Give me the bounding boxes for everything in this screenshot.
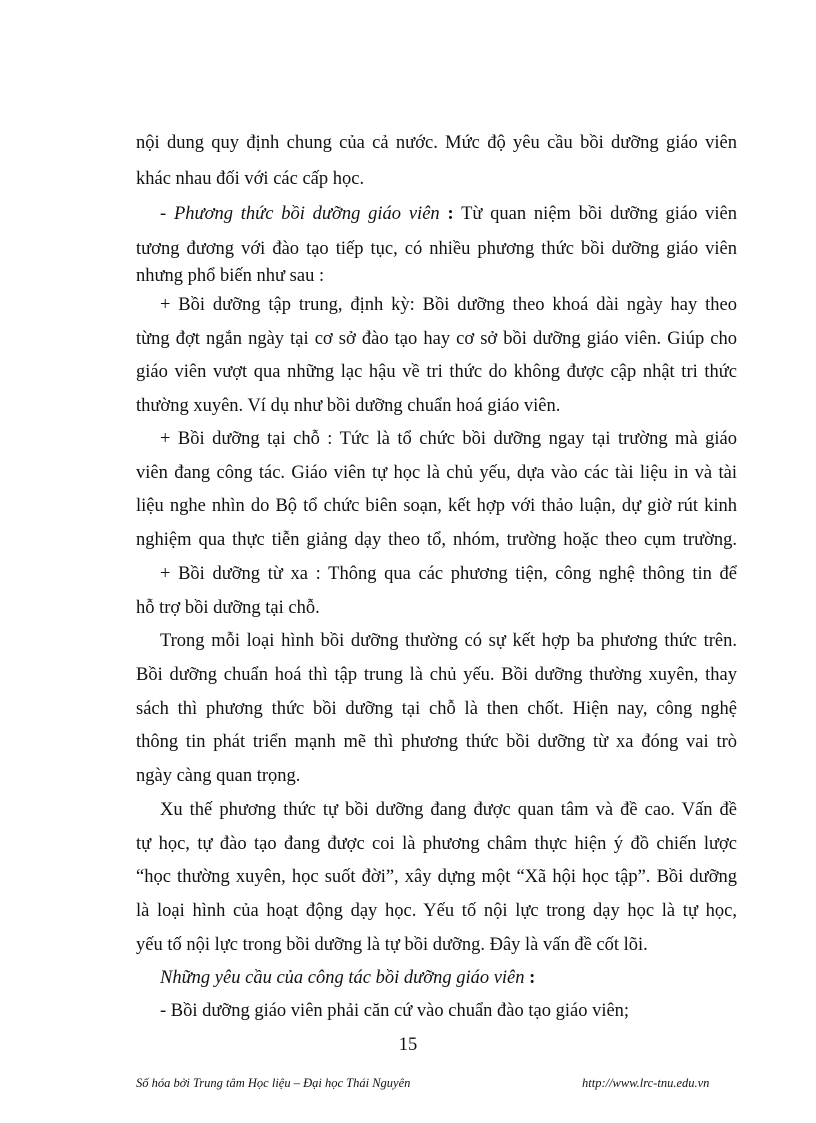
section-heading-italic: Những yêu cầu của công tác bồi dưỡng giáo viên xyxy=(160,968,525,988)
text-line xyxy=(160,969,737,988)
text-line: + Bồi dưỡng tại chỗ : Tức là tổ chức bồi dưỡng ngay tại trường mà giáo xyxy=(160,429,737,449)
text-line: “học thường xuyên, học suốt đời”, xây dựng một “Xã hội học tập”. Bồi dưỡng xyxy=(136,867,737,887)
section-heading-italic: Phương thức bồi dưỡng giáo viên xyxy=(173,204,440,224)
text-line: + Bồi dưỡng tập trung, định kỳ: Bồi dưỡng theo khoá dài ngày hay theo xyxy=(160,295,737,315)
text-line: - Bồi dưỡng giáo viên phải căn cứ vào chuẩn đào tạo giáo viên; xyxy=(160,1001,630,1021)
text-line: ngày càng quan trọng. xyxy=(136,766,301,786)
text-line xyxy=(160,205,737,224)
text-line: tự học, tự đào tạo đang được coi là phương châm thực hiện ý đồ chiến lược xyxy=(136,834,737,854)
text-line: khác nhau đối với các cấp học. xyxy=(136,169,365,189)
text-line: Trong mỗi loại hình bồi dưỡng thường có sự kết hợp ba phương thức trên. xyxy=(160,631,737,651)
text-line: giáo viên vượt qua những lạc hậu về tri thức do không được cập nhật tri thức xyxy=(136,362,737,382)
heading-colon: : xyxy=(524,968,536,988)
text-line: thông tin phát triển mạnh mẽ thì phương thức bồi dưỡng từ xa đóng vai trò xyxy=(136,732,737,752)
text-line: viên đang công tác. Giáo viên tự học là chủ yếu, dựa vào các tài liệu in và tài xyxy=(136,463,737,483)
text-line: từng đợt ngắn ngày tại cơ sở đào tạo hay cơ sở bồi dưỡng giáo viên. Giúp cho xyxy=(136,329,737,349)
text-line: liệu nghe nhìn do Bộ tổ chức biên soạn, kết hợp với thảo luận, dự giờ rút kinh xyxy=(136,496,737,516)
text-line: thường xuyên. Ví dụ như bồi dưỡng chuẩn hoá giáo viên. xyxy=(136,396,561,416)
text-line: hỗ trợ bồi dưỡng tại chỗ. xyxy=(136,598,320,618)
dash-prefix: - xyxy=(160,204,174,224)
text-line: nội dung quy định chung của cả nước. Mức độ yêu cầu bồi dưỡng giáo viên xyxy=(136,133,737,153)
heading-colon: : xyxy=(439,204,454,224)
text-line: tương đương với đào tạo tiếp tục, có nhiều phương thức bồi dưỡng giáo viên xyxy=(136,239,737,259)
footer-credit: Số hóa bởi Trung tâm Học liệu – Đại học Thái Nguyên xyxy=(136,1076,411,1090)
text-line: + Bồi dưỡng từ xa : Thông qua các phương tiện, công nghệ thông tin để xyxy=(160,564,737,584)
page-number: 15 xyxy=(398,1035,418,1055)
text-line: nhưng phổ biến như sau : xyxy=(136,266,325,286)
text-line: là loại hình của hoạt động dạy học. Yếu tố nội lực trong dạy học là tự học, xyxy=(136,901,737,921)
text-fragment: Từ quan niệm bồi dưỡng giáo viên xyxy=(453,204,737,224)
text-line: yếu tố nội lực trong bồi dưỡng là tự bồi dưỡng. Đây là vấn đề cốt lõi. xyxy=(136,935,648,955)
text-line: Xu thế phương thức tự bồi dưỡng đang được quan tâm và đề cao. Vấn đề xyxy=(160,800,737,820)
text-line: sách thì phương thức bồi dưỡng tại chỗ là then chốt. Hiện nay, công nghệ xyxy=(136,699,737,719)
text-line: nghiệm qua thực tiễn giảng dạy theo tổ, nhóm, trường hoặc theo cụm trường. xyxy=(136,530,737,550)
text-line: Bồi dưỡng chuẩn hoá thì tập trung là chủ yếu. Bồi dưỡng thường xuyên, thay xyxy=(136,665,737,685)
footer-url: http://www.lrc-tnu.edu.vn xyxy=(582,1076,710,1090)
